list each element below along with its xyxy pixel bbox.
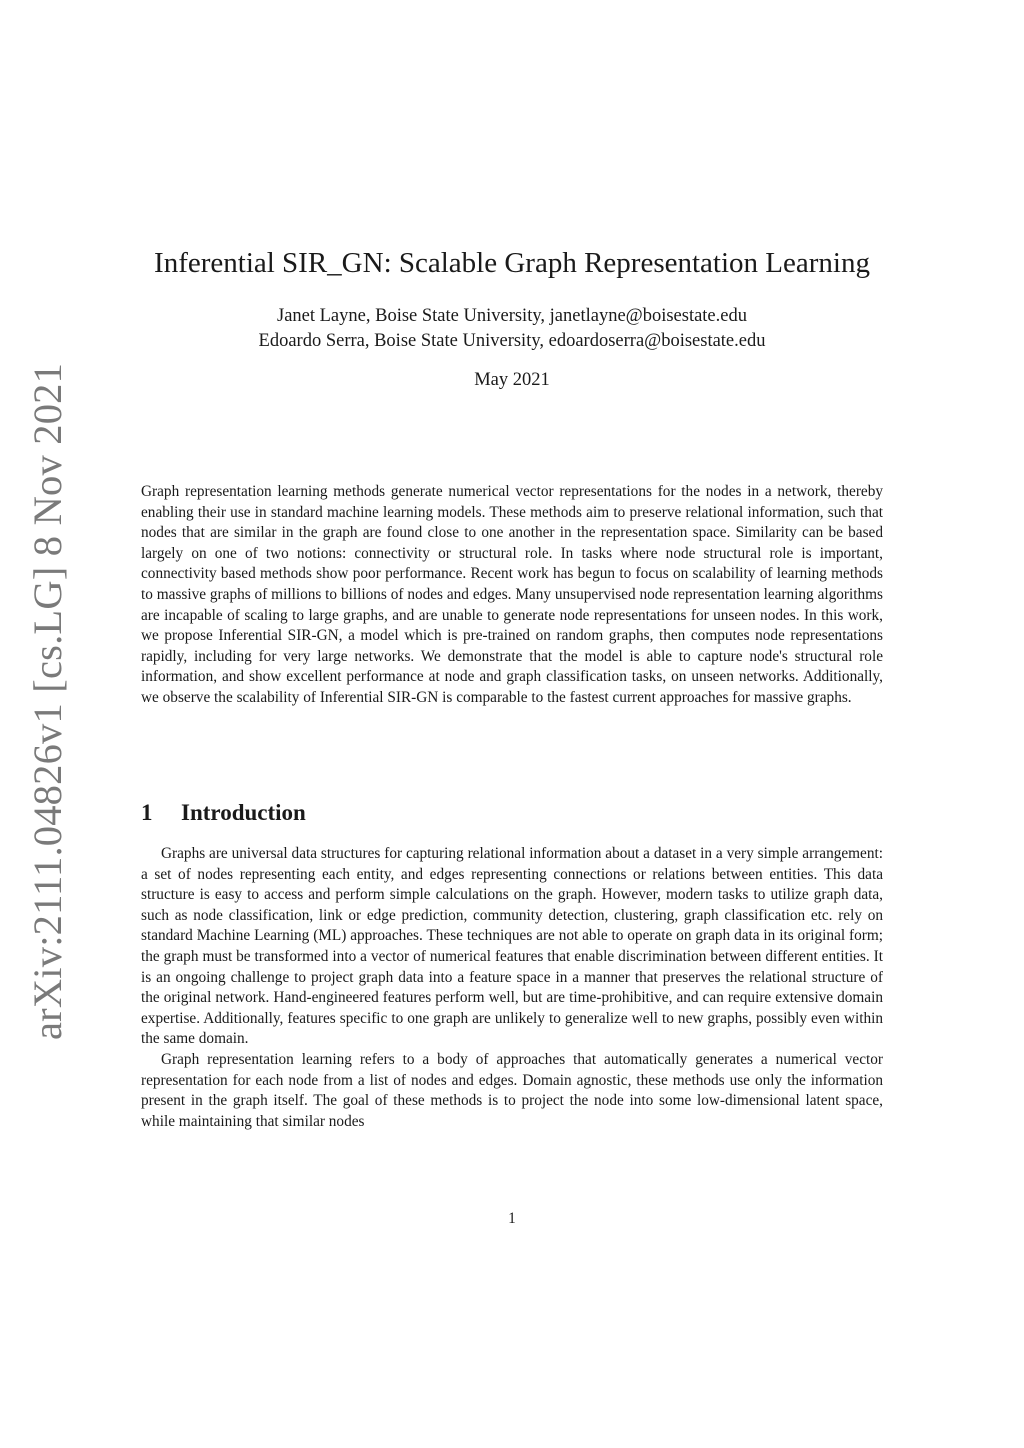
author-entry: Janet Layne, Boise State University, janetlayne@boisestate.edu (277, 306, 747, 326)
author-entry: Edoardo Serra, Boise State University, edoardoserra@boisestate.edu (258, 331, 766, 351)
section-title: Introduction (181, 800, 306, 825)
page-number: 1 (508, 1210, 516, 1227)
introduction-body (141, 844, 883, 1132)
abstract-text: Graph representation learning methods generate numerical vector representations for the nodes in a network, thereby enabling their use in standard machine learning models. These methods aim to preserve relational information, such that nodes that are similar in the graph are found close to one another in the representation space. Similarity can be based largely on one of two notions: connectivity or structural role. In tasks where node structural role is important, connectivity based methods show poor performance. Recent work has begun to focus on scalability of learning methods to massive graphs of millions to billions of nodes and edges. Many unsupervised node representation learning algorithms are incapable of scaling to large graphs, and are unable to generate node representations for unseen nodes. In this work, we propose Inferential SIR-GN, a model which is pre-trained on random graphs, then computes node representations rapidly, including for very large networks. We demonstrate that the model is able to capture node's structural role information, and show excellent performance at node and graph classification tasks, on unseen networks. Additionally, we observe the scalability of Inferential SIR-GN is comparable to the fastest current approaches for massive graphs. (141, 483, 883, 706)
section-heading-introduction (141, 797, 306, 829)
paragraph: Graphs are universal data structures for capturing relational information about a dataset in a very simple arrangement: a set of nodes representing each entity, and edges representing connections or relations between entities. This data structure is easy to access and perform simple calculations on the graph. However, modern tasks to utilize graph data, such as node classification, link or edge prediction, community detection, clustering, graph classification etc. rely on standard Machine Learning (ML) approaches. These techniques are not able to operate on graph data in its original form; the graph must be transformed into a vector of numerical features that enable discrimination between different entities. It is an ongoing challenge to project graph data into a feature space in a manner that preserves the relational structure of the original network. Hand-engineered features perform well, but are time-prohibitive, and can require extensive domain expertise. Additionally, features specific to one graph are unlikely to generalize well to new graphs, possibly even within the same domain. (141, 845, 883, 1048)
publication-date: May 2021 (474, 370, 550, 390)
arxiv-identifier-stamp: arXiv:2111.04826v1 [cs.LG] 8 Nov 2021 (25, 362, 70, 1040)
author-list (100, 304, 924, 354)
paper-title: Inferential SIR_GN: Scalable Graph Representation Learning (154, 247, 870, 279)
section-number: 1 (141, 800, 153, 825)
abstract (141, 482, 883, 709)
paragraph: Graph representation learning refers to a body of approaches that automatically generates a numerical vector representation for each node from a list of nodes and edges. Domain agnostic, these methods use only the information present in the graph itself. The goal of these methods is to project the node into some low-dimensional latent space, while maintaining that similar nodes (141, 1050, 883, 1130)
